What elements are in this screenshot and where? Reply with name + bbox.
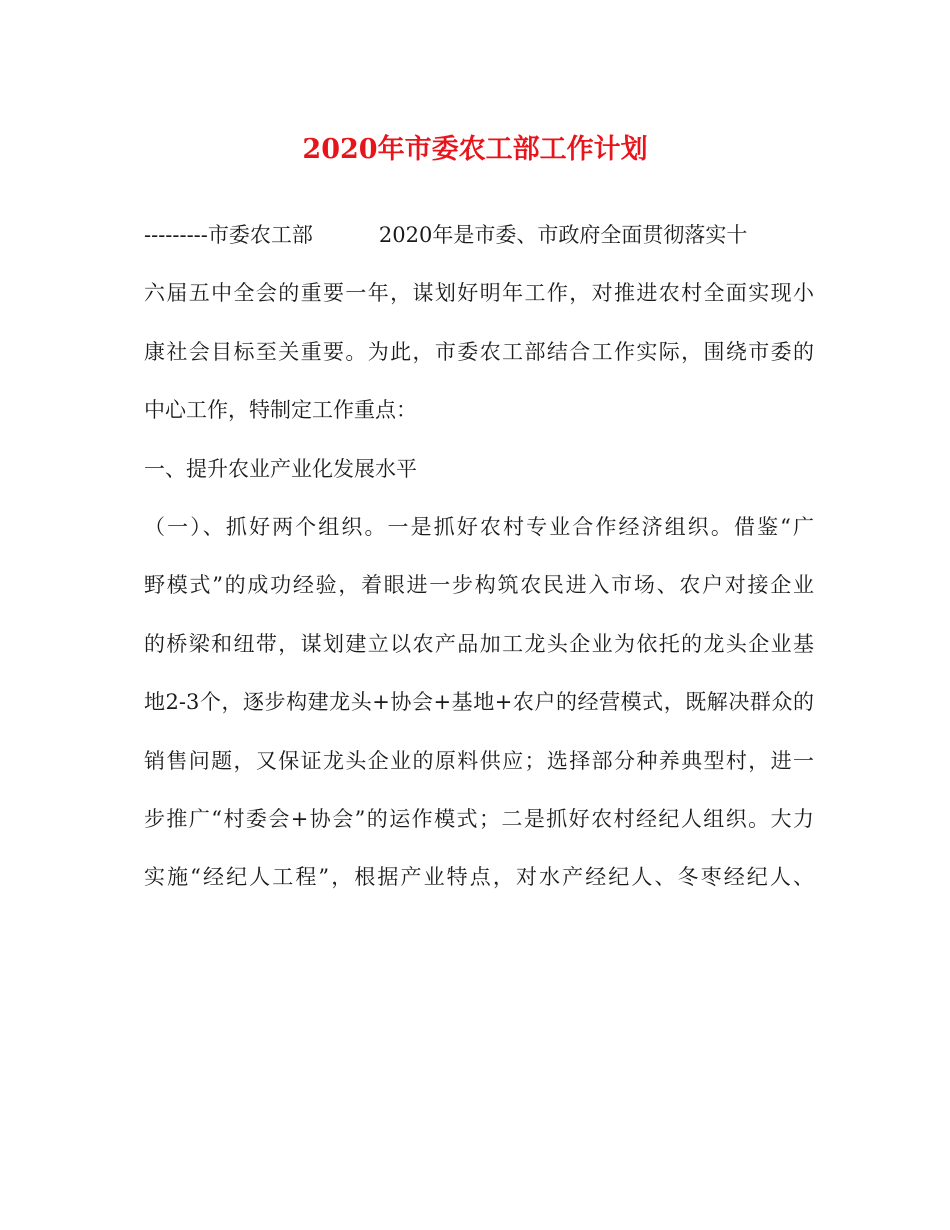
paragraph-line: 地2-3个，逐步构建龙头+协会+基地+农户的经营模式，既解决群众的 (144, 690, 814, 715)
paragraph-line: 康社会目标至关重要。为此，市委农工部结合工作实际，围绕市委的 (144, 339, 814, 364)
paragraph-line: 实施“经纪人工程”，根据产业特点，对水产经纪人、冬枣经纪人、 (144, 865, 814, 890)
paragraph-line: 步推广“村委会+协会”的运作模式；二是抓好农村经纪人组织。大力 (144, 806, 814, 831)
paragraph-line: （一）、抓好两个组织。一是抓好农村专业合作经济组织。借鉴“广 (144, 514, 814, 539)
paragraph-line: 野模式”的成功经验，着眼进一步构筑农民进入市场、农户对接企业 (144, 573, 814, 598)
paragraph-line (144, 213, 814, 271)
document-title: 2020年市委农工部工作计划 (302, 134, 648, 165)
paragraph-line: 六届五中全会的重要一年，谋划好明年工作，对推进农村全面实现小 (144, 281, 814, 306)
section-heading: 一、提升农业产业化发展水平 (144, 456, 417, 481)
paragraph-text: 2020年是市委、市政府全面贯彻落实十 (378, 223, 748, 247)
document-body (144, 213, 814, 914)
paragraph-line: 中心工作，特制定工作重点： (144, 398, 417, 423)
paragraph-line: 销售问题，又保证龙头企业的原料供应；选择部分种养典型村，进一 (144, 748, 814, 773)
paragraph-line: 的桥梁和纽带，谋划建立以农产品加工龙头企业为依托的龙头企业基 (144, 631, 814, 656)
author-line: ---------市委农工部 (144, 223, 313, 247)
